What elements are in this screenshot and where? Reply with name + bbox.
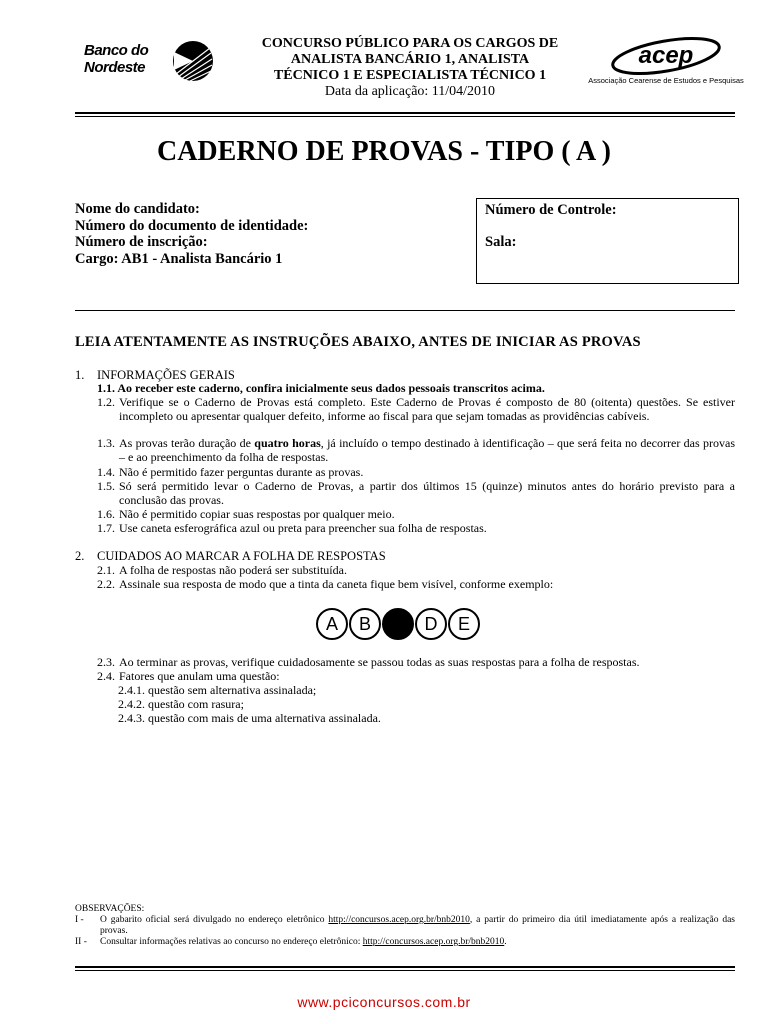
instruction-1-4: 1.4. Não é permitido fazer perguntas durante as provas. [97, 465, 364, 479]
bubble-d: D [415, 608, 447, 640]
bubble-e: E [448, 608, 480, 640]
header-line-2: ANALISTA BANCÁRIO 1, ANALISTA [290, 52, 530, 67]
header-line-3: TÉCNICO 1 E ESPECIALISTA TÉCNICO 1 [273, 68, 547, 83]
header-line-1: CONCURSO PÚBLICO PARA OS CARGOS DE [261, 36, 559, 51]
info-link[interactable]: http://concursos.acep.org.br/bnb2010 [362, 937, 505, 947]
header-divider [75, 112, 735, 117]
candidate-id-label: Número do documento de identidade: [75, 217, 309, 234]
bubble-b: B [349, 608, 381, 640]
candidate-info [75, 201, 308, 267]
instruction-2-4-2: 2.4.2. questão com rasura; [118, 697, 244, 711]
instruction-1-6: 1.6. Não é permitido copiar suas respostas por qualquer meio. [97, 507, 395, 521]
page-title: CADERNO DE PROVAS - TIPO ( A ) [156, 136, 611, 167]
instruction-2-3: 2.3. Ao terminar as provas, verifique cuidadosamente se passou todas as suas respostas para a folha de respostas. [97, 655, 640, 669]
instruction-1-2: 1.2. Verifique se o Caderno de Provas está completo. Este Caderno de Provas é composto de 80 (oitenta) questões. Se estiver incompleto ou apresentar qualquer defeito, informe ao fiscal para que sejam tomadas as providências cabíveis. [97, 395, 735, 423]
instruction-1-3: 1.3. As provas terão duração de quatro horas, já incluído o tempo destinado à identificação – que será feita no decorrer das provas – e ao preenchimento da folha de respostas. [97, 436, 735, 464]
application-date: Data da aplicação: 11/04/2010 [324, 84, 496, 99]
footer-url[interactable]: www.pciconcursos.com.br [297, 994, 471, 1010]
observations [75, 904, 735, 948]
instruction-1-7: 1.7. Use caneta esferográfica azul ou preta para preencher sua folha de respostas. [97, 521, 487, 535]
gabarito-link[interactable]: http://concursos.acep.org.br/bnb2010 [328, 915, 470, 925]
candidate-name-label: Nome do candidato: [75, 201, 200, 217]
answer-example-bubbles [316, 608, 480, 640]
section-2-number: 2. [75, 549, 85, 563]
section-divider [75, 310, 735, 311]
bnb-logo-text: Banco do Nordeste [84, 42, 149, 76]
section-1-title: INFORMAÇÕES GERAIS [97, 368, 235, 382]
instruction-1-5: 1.5. Só será permitido levar o Caderno de Provas, a partir dos últimos 15 (quinze) minutos antes do horário previsto para a conclusão das provas. [97, 479, 735, 507]
section-1-number: 1. [75, 368, 85, 382]
svg-text:acep: acep [638, 42, 694, 69]
observation-2: II - Consultar informações relativas ao concurso no endereço eletrônico: http://concursos.acep.org.br/bnb2010. [75, 937, 507, 947]
acep-logo [586, 36, 746, 88]
candidate-inscricao-label: Número de inscrição: [75, 234, 208, 250]
control-number-label: Número de Controle: [485, 202, 617, 218]
bubble-c-filled [382, 608, 414, 640]
bubble-a: A [316, 608, 348, 640]
bnb-logo [84, 40, 214, 84]
section-2-title: CUIDADOS AO MARCAR A FOLHA DE RESPOSTAS [97, 549, 386, 563]
control-box [476, 198, 739, 284]
instruction-1-1: 1.1. Ao receber este caderno, confira inicialmente seus dados pessoais transcritos acima. [97, 381, 545, 395]
footer-divider [75, 966, 735, 971]
instruction-2-4: 2.4. Fatores que anulam uma questão: [97, 669, 280, 683]
instruction-2-4-3: 2.4.3. questão com mais de uma alternativa assinalada. [118, 711, 381, 725]
exam-header [220, 36, 600, 100]
acep-subtitle: Associação Cearense de Estudos e Pesquisas [588, 76, 744, 85]
bnb-sunburst-icon [172, 40, 214, 82]
acep-logo-icon [586, 36, 746, 76]
room-label: Sala: [485, 234, 517, 250]
candidate-cargo: Cargo: AB1 - Analista Bancário 1 [75, 250, 283, 267]
observations-heading: OBSERVAÇÕES: [75, 904, 145, 914]
instructions-heading: LEIA ATENTAMENTE AS INSTRUÇÕES ABAIXO, ANTES DE INICIAR AS PROVAS [75, 334, 641, 350]
instruction-2-2: 2.2. Assinale sua resposta de modo que a tinta da caneta fique bem visível, conforme exemplo: [97, 577, 554, 591]
observation-1: I - O gabarito oficial será divulgado no endereço eletrônico http://concursos.acep.org.br/bnb2010, a partir do primeiro dia útil imediatamente após a realização das provas. [75, 915, 735, 936]
instruction-2-1: 2.1. A folha de respostas não poderá ser substituída. [97, 563, 347, 577]
instruction-2-4-1: 2.4.1. questão sem alternativa assinalada; [118, 683, 317, 697]
